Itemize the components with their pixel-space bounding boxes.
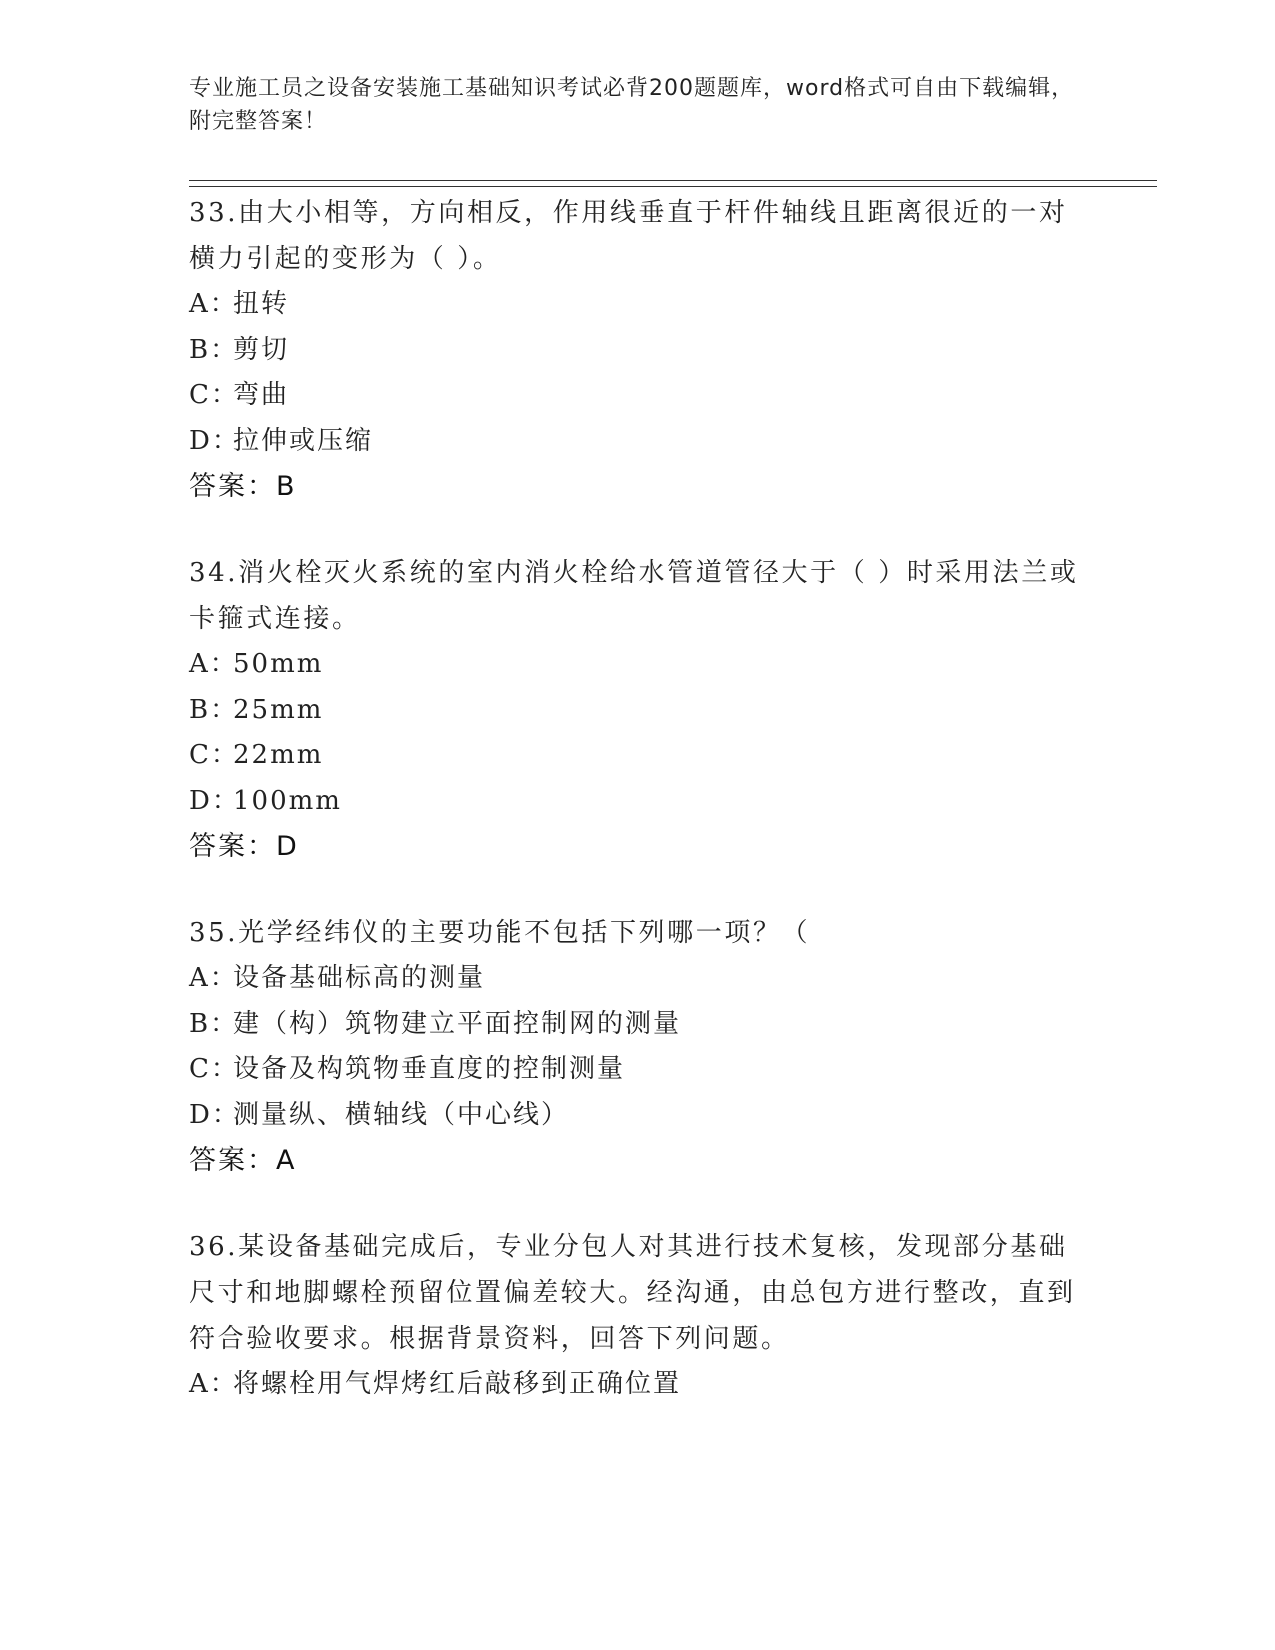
option-key: A： xyxy=(189,289,238,319)
option-key: A： xyxy=(189,1369,238,1399)
option-c xyxy=(189,733,1089,779)
question-35 xyxy=(189,910,1089,1184)
option-text: 扭转 xyxy=(233,289,290,319)
option-text: 设备基础标高的测量 xyxy=(233,963,486,993)
option-d xyxy=(189,779,1089,825)
option-text: 建（构）筑物建立平面控制网的测量 xyxy=(233,1008,682,1039)
option-key: D： xyxy=(189,785,240,816)
option-b xyxy=(189,328,1089,374)
option-text: 剪切 xyxy=(233,334,290,365)
question-33 xyxy=(189,190,1089,510)
answer-line: 答案：D xyxy=(189,831,299,862)
question-34 xyxy=(189,550,1089,870)
option-key: C： xyxy=(189,380,239,410)
header-divider xyxy=(189,180,1157,187)
option-a xyxy=(189,956,1089,1002)
option-a xyxy=(189,1362,1089,1408)
question-36 xyxy=(189,1224,1089,1408)
question-stem: 33.由大小相等，方向相反，作用线垂直于杆件轴线且距离很近的一对横力引起的变形为（ ）。 xyxy=(189,198,1068,274)
document-header: 专业施工员之设备安装施工基础知识考试必背200题题库，word格式可自由下载编辑，附完整答案！ xyxy=(189,76,1075,134)
option-text: 将螺栓用气焊烤红后敲移到正确位置 xyxy=(233,1369,682,1399)
option-text: 测量纵、横轴线（中心线） xyxy=(233,1099,570,1130)
option-a xyxy=(189,642,1089,688)
answer-line: 答案：A xyxy=(189,1145,297,1176)
option-text: 50mm xyxy=(233,649,324,679)
option-text: 100mm xyxy=(233,785,342,816)
option-text: 25mm xyxy=(233,694,324,725)
option-text: 设备及构筑物垂直度的控制测量 xyxy=(233,1054,626,1084)
question-stem: 34.消火栓灭火系统的室内消火栓给水管道管径大于（ ）时采用法兰或卡箍式连接。 xyxy=(189,558,1079,634)
option-key: B： xyxy=(189,1008,239,1039)
option-text: 拉伸或压缩 xyxy=(233,425,374,456)
question-stem: 36.某设备基础完成后，专业分包人对其进行技术复核，发现部分基础尺寸和地脚螺栓预留位置偏差较大。经沟通，由总包方进行整改，直到符合验收要求。根据背景资料，回答下列问题。 xyxy=(189,1232,1076,1354)
option-text: 22mm xyxy=(233,740,324,770)
option-c xyxy=(189,373,1089,419)
option-key: A： xyxy=(189,649,238,679)
option-a xyxy=(189,282,1089,328)
option-c xyxy=(189,1047,1089,1093)
option-key: D： xyxy=(189,425,240,456)
option-key: C： xyxy=(189,740,239,770)
option-d xyxy=(189,1093,1089,1139)
option-key: D： xyxy=(189,1099,240,1130)
option-key: B： xyxy=(189,694,239,725)
option-b xyxy=(189,688,1089,734)
option-d xyxy=(189,419,1089,465)
option-b xyxy=(189,1002,1089,1048)
question-list xyxy=(189,190,1089,1448)
option-key: A： xyxy=(189,963,238,993)
option-text: 弯曲 xyxy=(233,380,290,410)
answer-line: 答案：B xyxy=(189,471,297,502)
option-key: C： xyxy=(189,1054,239,1084)
option-key: B： xyxy=(189,334,239,365)
question-stem: 35.光学经纬仪的主要功能不包括下列哪一项？（ xyxy=(189,918,811,948)
